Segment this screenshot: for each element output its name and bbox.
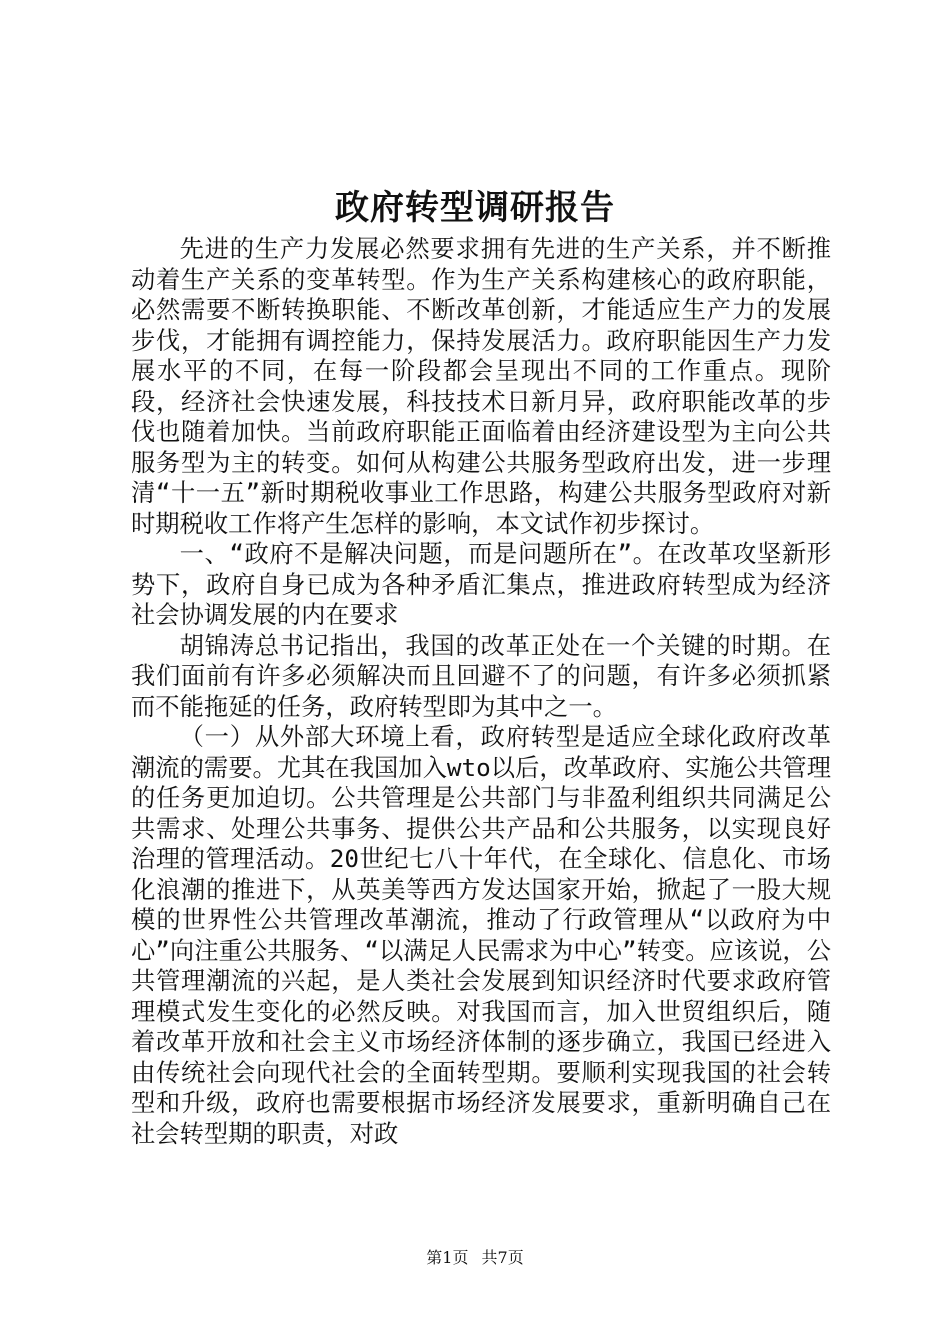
- page-number-total: 共7页: [481, 1248, 524, 1267]
- paragraph-subsection-1: （一）从外部大环境上看，政府转型是适应全球化政府改革潮流的需要。尤其在我国加入wto以后，改革政府、实施公共管理的任务更加迫切。公共管理是公共部门与非盈利组织共同满足公共需求、处理公共事务、提供公共产品和公共服务，以实现良好治理的管理活动。20世纪七八十年代，在全球化、信息化、市场化浪潮的推进下，从英美等西方发达国家开始，掀起了一股大规模的世界性公共管理改革潮流，推动了行政管理从“以政府为中心”向注重公共服务、“以满足人民需求为中心”转变。应该说，公共管理潮流的兴起，是人类社会发展到知识经济时代要求政府管理模式发生变化的必然反映。对我国而言，加入世贸组织后，随着改革开放和社会主义市场经济体制的逐步确立，我国已经进入由传统社会向现代社会的全面转型期。要顺利实现我国的社会转型和升级，政府也需要根据市场经济发展要求，重新明确自己在社会转型期的职责，对政: [131, 722, 831, 1148]
- document-title: 政府转型调研报告: [335, 188, 615, 228]
- page-number-current: 第1页: [426, 1248, 469, 1267]
- paragraph-section-1-heading: 一、“政府不是解决问题，而是问题所在”。在改革攻坚新形势下，政府自身已成为各种矛盾汇集点，推进政府转型成为经济社会协调发展的内在要求: [131, 539, 831, 629]
- document-body: [131, 234, 831, 1149]
- paragraph-hu-quote: 胡锦涛总书记指出，我国的改革正处在一个关键的时期。在我们面前有许多必须解决而且回避不了的问题，有许多必须抓紧而不能拖延的任务，政府转型即为其中之一。: [131, 630, 831, 721]
- paragraph-intro: 先进的生产力发展必然要求拥有先进的生产关系，并不断推动着生产关系的变革转型。作为生产关系构建核心的政府职能，必然需要不断转换职能、不断改革创新，才能适应生产力的发展步伐，才能拥有调控能力，保持发展活力。政府职能因生产力发展水平的不同，在每一阶段都会呈现出不同的工作重点。现阶段，经济社会快速发展，科技技术日新月异，政府职能改革的步伐也随着加快。当前政府职能正面临着由经济建设型为主向公共服务型为主的转变。如何从构建公共服务型政府出发，进一步理清“十一五”新时期税收事业工作思路，构建公共服务型政府对新时期税收工作将产生怎样的影响，本文试作初步探讨。: [131, 234, 831, 538]
- page-footer: [0, 1247, 950, 1269]
